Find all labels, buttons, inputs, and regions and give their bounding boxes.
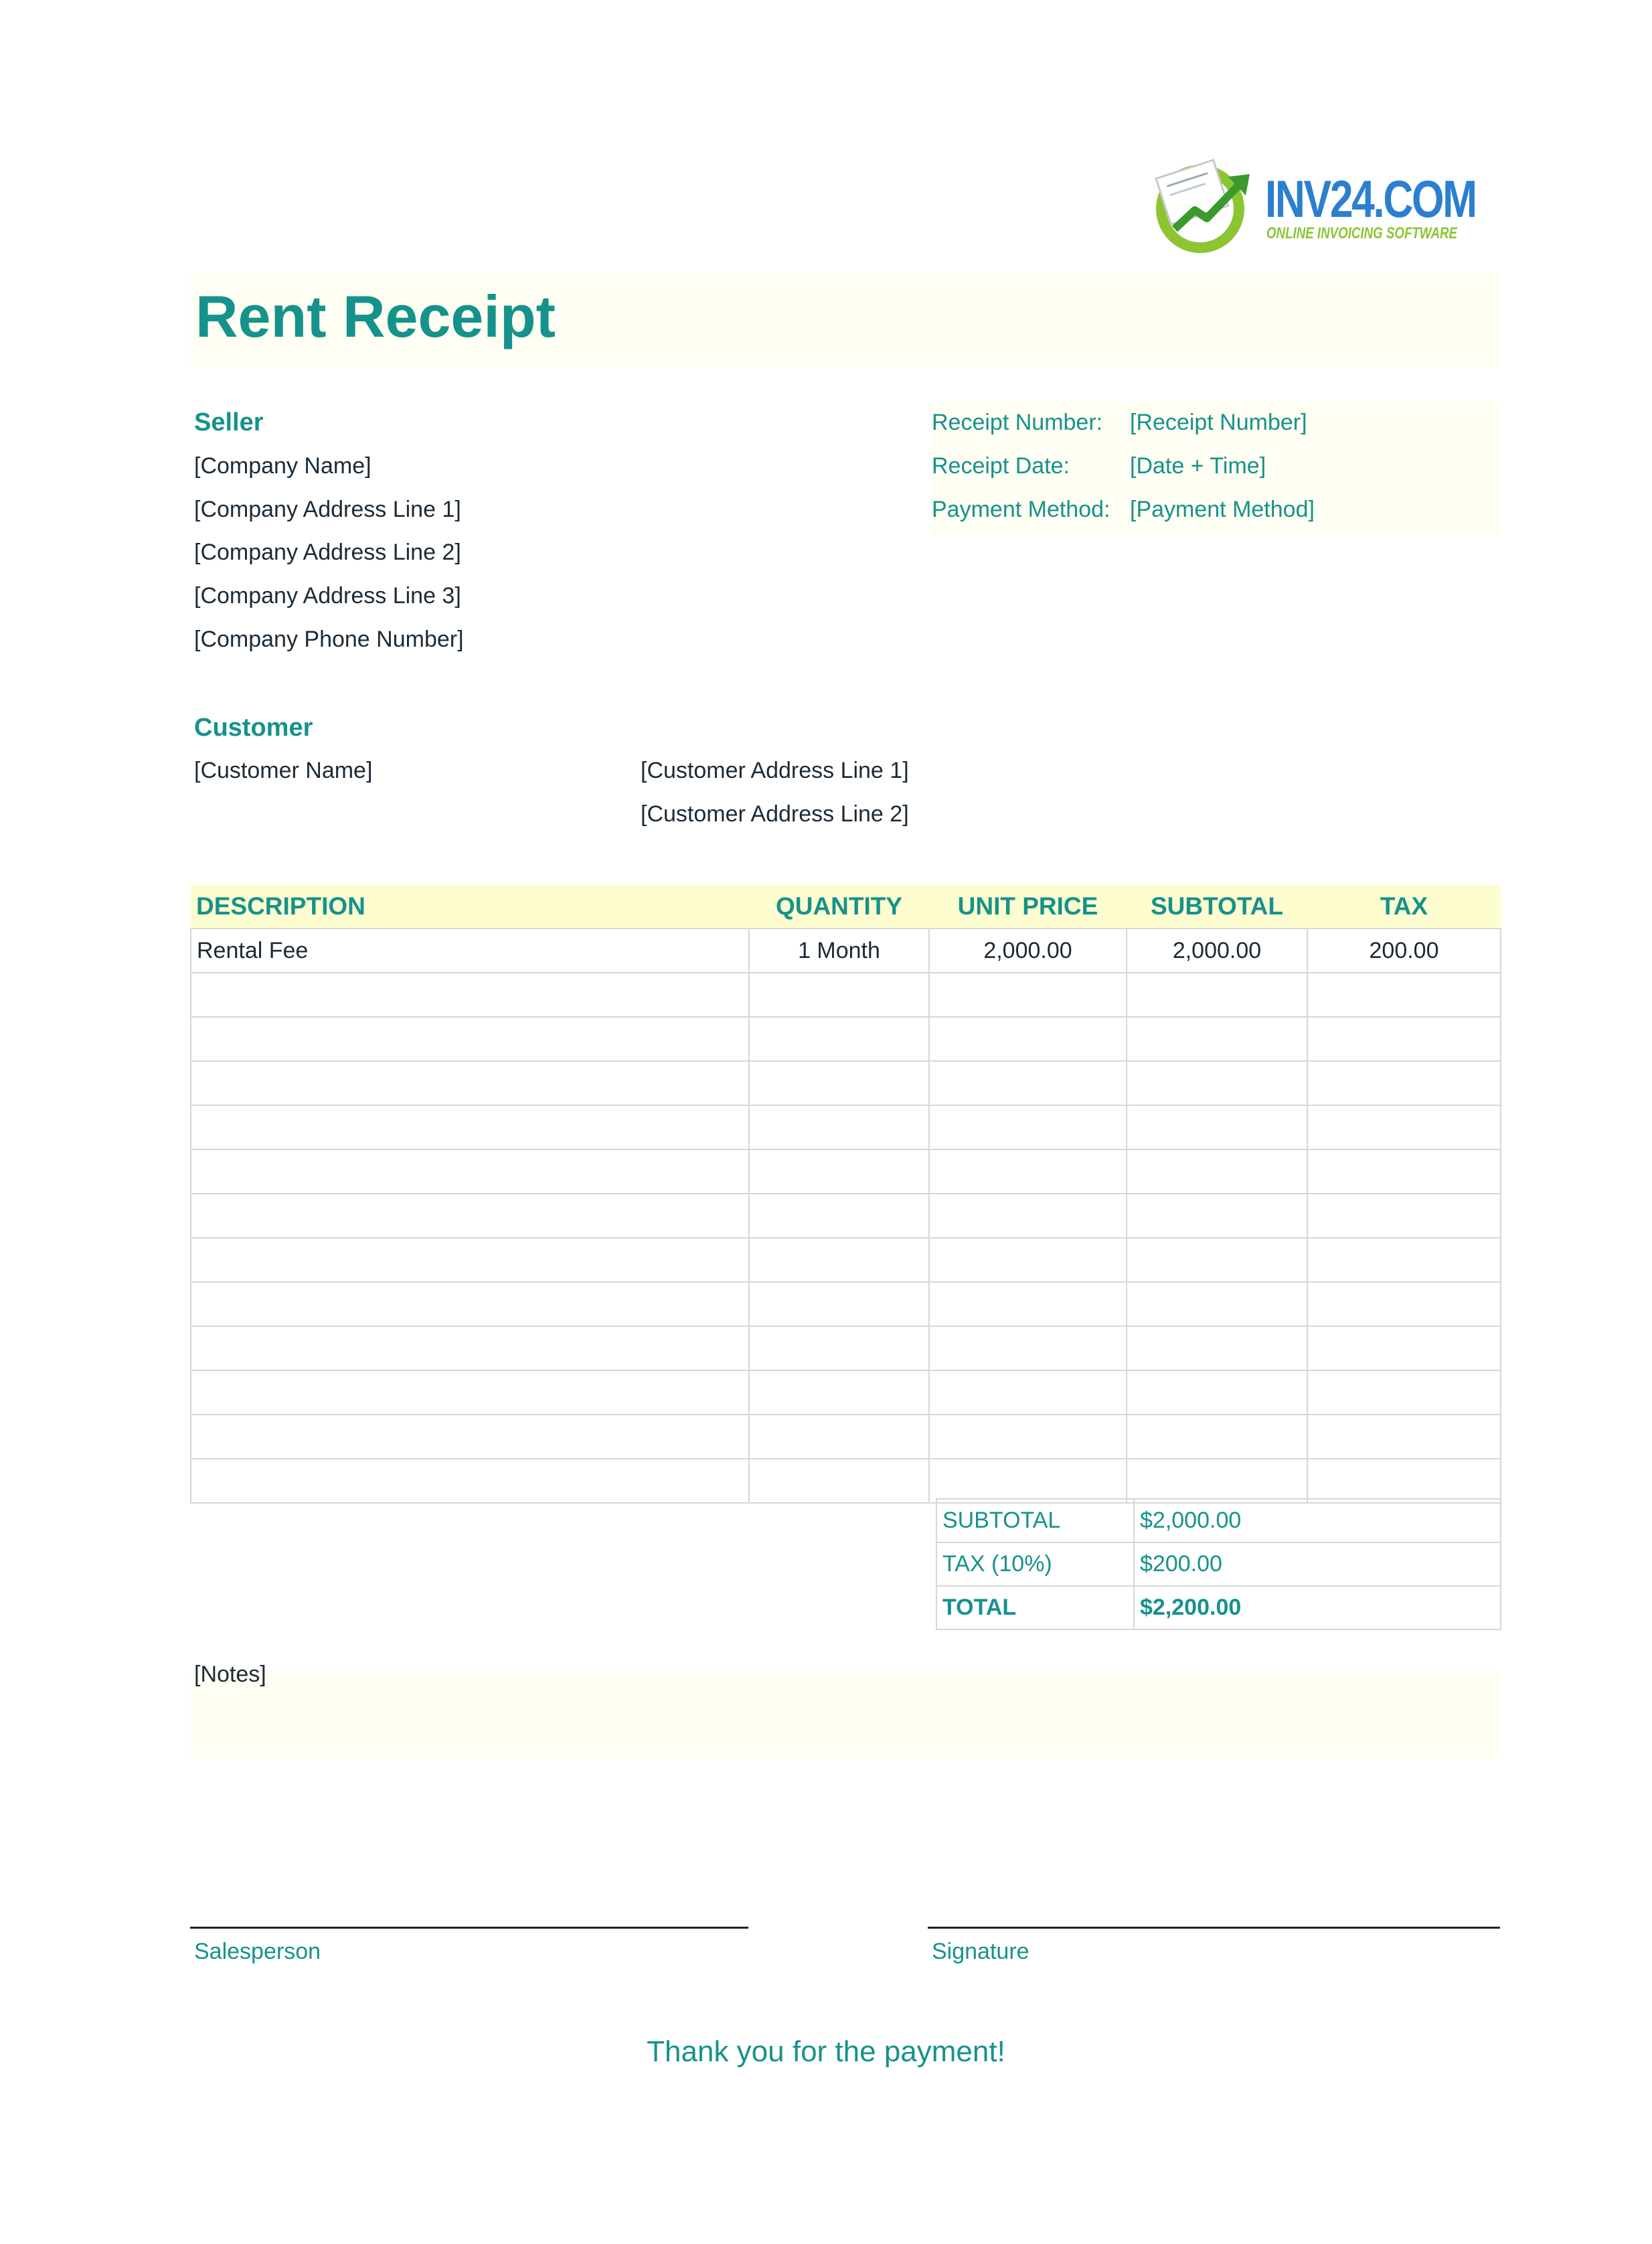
table-row [191, 1238, 1501, 1282]
table-row [191, 1415, 1501, 1459]
cell-description[interactable]: Rental Fee [191, 929, 749, 973]
cell-description[interactable] [191, 1326, 749, 1370]
cell-description[interactable] [191, 1194, 749, 1238]
items-header-row [191, 885, 1501, 929]
column-header-quantity: QUANTITY [749, 885, 929, 929]
column-header-tax: TAX [1307, 885, 1501, 929]
cell-subtotal[interactable] [1127, 1149, 1307, 1194]
table-row [191, 1326, 1501, 1370]
subtotal-value: $2,000.00 [1134, 1499, 1501, 1542]
cell-subtotal[interactable] [1127, 1370, 1307, 1415]
items-table [190, 885, 1501, 1504]
notes-text: [Notes] [194, 1662, 266, 1687]
cell-description[interactable] [191, 1415, 749, 1459]
table-row [191, 1017, 1501, 1061]
receipt-number-label: Receipt Number: [932, 410, 1103, 435]
cell-subtotal[interactable] [1127, 1238, 1307, 1282]
cell-description[interactable] [191, 1370, 749, 1415]
cell-subtotal[interactable]: 2,000.00 [1127, 929, 1307, 973]
cell-quantity[interactable] [749, 1326, 929, 1370]
signature-label: Signature [932, 1939, 1029, 1964]
cell-unit-price[interactable] [929, 1017, 1127, 1061]
salesperson-signature-line [190, 1927, 748, 1929]
tax-row [936, 1542, 1501, 1586]
logo-emblem-icon [1148, 154, 1262, 261]
column-header-description: DESCRIPTION [191, 885, 749, 929]
cell-unit-price[interactable] [929, 1061, 1127, 1105]
table-row [191, 973, 1501, 1017]
payment-method-value[interactable]: [Payment Method] [1130, 497, 1315, 522]
seller-phone: [Company Phone Number] [194, 627, 464, 652]
cell-tax[interactable] [1307, 1238, 1501, 1282]
seller-heading: Seller [194, 408, 264, 436]
cell-unit-price[interactable] [929, 1149, 1127, 1194]
table-row [191, 929, 1501, 973]
table-row [191, 1282, 1501, 1326]
tax-value: $200.00 [1134, 1542, 1501, 1586]
table-row [191, 1370, 1501, 1415]
column-header-subtotal: SUBTOTAL [1127, 885, 1307, 929]
logo-wordmark: INV24.COM [1265, 169, 1476, 228]
total-label: TOTAL [936, 1586, 1134, 1629]
column-header-unit-price: UNIT PRICE [929, 885, 1127, 929]
page-title: Rent Receipt [195, 283, 556, 349]
receipt-date-value[interactable]: [Date + Time] [1130, 453, 1266, 479]
cell-unit-price[interactable] [929, 1326, 1127, 1370]
table-row [191, 1194, 1501, 1238]
cell-unit-price[interactable] [929, 1415, 1127, 1459]
table-row [191, 1149, 1501, 1194]
cell-subtotal[interactable] [1127, 1105, 1307, 1149]
cell-tax[interactable] [1307, 1017, 1501, 1061]
subtotal-label: SUBTOTAL [936, 1499, 1134, 1542]
thank-you-message: Thank you for the payment! [647, 2035, 1005, 2068]
cell-subtotal[interactable] [1127, 1061, 1307, 1105]
customer-signature-line [928, 1927, 1500, 1929]
cell-tax[interactable] [1307, 1370, 1501, 1415]
cell-tax[interactable] [1307, 1459, 1501, 1503]
cell-description[interactable] [191, 1282, 749, 1326]
cell-unit-price[interactable] [929, 1238, 1127, 1282]
cell-description[interactable] [191, 1459, 749, 1503]
cell-quantity[interactable] [749, 1017, 929, 1061]
cell-quantity[interactable] [749, 1149, 929, 1194]
salesperson-label: Salesperson [194, 1939, 321, 1964]
cell-unit-price[interactable]: 2,000.00 [929, 929, 1127, 973]
table-row [191, 1459, 1501, 1503]
totals-table [936, 1498, 1501, 1630]
receipt-date-label: Receipt Date: [932, 453, 1070, 479]
cell-quantity[interactable] [749, 1061, 929, 1105]
inv24-logo [1148, 154, 1476, 261]
seller-address-line-3: [Company Address Line 3] [194, 583, 461, 609]
total-row [936, 1586, 1501, 1629]
seller-address-line-2: [Company Address Line 2] [194, 540, 461, 565]
cell-tax[interactable] [1307, 1326, 1501, 1370]
cell-tax[interactable]: 200.00 [1307, 929, 1501, 973]
cell-quantity[interactable] [749, 1282, 929, 1326]
seller-company-name: [Company Name] [194, 453, 371, 479]
cell-description[interactable] [191, 1017, 749, 1061]
cell-subtotal[interactable] [1127, 1017, 1307, 1061]
receipt-number-value[interactable]: [Receipt Number] [1130, 410, 1307, 435]
customer-address-line-1: [Customer Address Line 1] [641, 758, 909, 783]
seller-address-line-1: [Company Address Line 1] [194, 497, 461, 522]
cell-quantity[interactable] [749, 1194, 929, 1238]
cell-tax[interactable] [1307, 1061, 1501, 1105]
table-row [191, 1105, 1501, 1149]
payment-method-label: Payment Method: [932, 497, 1110, 522]
cell-description[interactable] [191, 973, 749, 1017]
table-row [191, 1061, 1501, 1105]
cell-description[interactable] [191, 1238, 749, 1282]
cell-quantity[interactable] [749, 1370, 929, 1415]
cell-unit-price[interactable] [929, 1459, 1127, 1503]
cell-quantity[interactable]: 1 Month [749, 929, 929, 973]
total-value: $2,200.00 [1134, 1586, 1501, 1629]
cell-quantity[interactable] [749, 973, 929, 1017]
cell-subtotal[interactable] [1127, 1194, 1307, 1238]
cell-description[interactable] [191, 1105, 749, 1149]
cell-subtotal[interactable] [1127, 1282, 1307, 1326]
cell-unit-price[interactable] [929, 1105, 1127, 1149]
cell-quantity[interactable] [749, 1415, 929, 1459]
cell-tax[interactable] [1307, 1149, 1501, 1194]
customer-heading: Customer [194, 714, 313, 742]
cell-subtotal[interactable] [1127, 1326, 1307, 1370]
cell-unit-price[interactable] [929, 973, 1127, 1017]
cell-unit-price[interactable] [929, 1370, 1127, 1415]
cell-subtotal[interactable] [1127, 973, 1307, 1017]
logo-tagline: ONLINE INVOICING SOFTWARE [1266, 224, 1457, 242]
cell-unit-price[interactable] [929, 1282, 1127, 1326]
subtotal-row [936, 1499, 1501, 1542]
cell-quantity[interactable] [749, 1459, 929, 1503]
cell-tax[interactable] [1307, 1105, 1501, 1149]
tax-label: TAX (10%) [936, 1542, 1134, 1586]
cell-tax[interactable] [1307, 1415, 1501, 1459]
customer-name: [Customer Name] [194, 758, 373, 783]
notes-panel[interactable] [190, 1671, 1500, 1758]
cell-subtotal[interactable] [1127, 1459, 1307, 1503]
cell-quantity[interactable] [749, 1238, 929, 1282]
cell-tax[interactable] [1307, 973, 1501, 1017]
cell-tax[interactable] [1307, 1194, 1501, 1238]
cell-unit-price[interactable] [929, 1194, 1127, 1238]
cell-subtotal[interactable] [1127, 1415, 1307, 1459]
cell-description[interactable] [191, 1149, 749, 1194]
cell-tax[interactable] [1307, 1282, 1501, 1326]
cell-description[interactable] [191, 1061, 749, 1105]
cell-quantity[interactable] [749, 1105, 929, 1149]
customer-address-line-2: [Customer Address Line 2] [641, 801, 909, 827]
